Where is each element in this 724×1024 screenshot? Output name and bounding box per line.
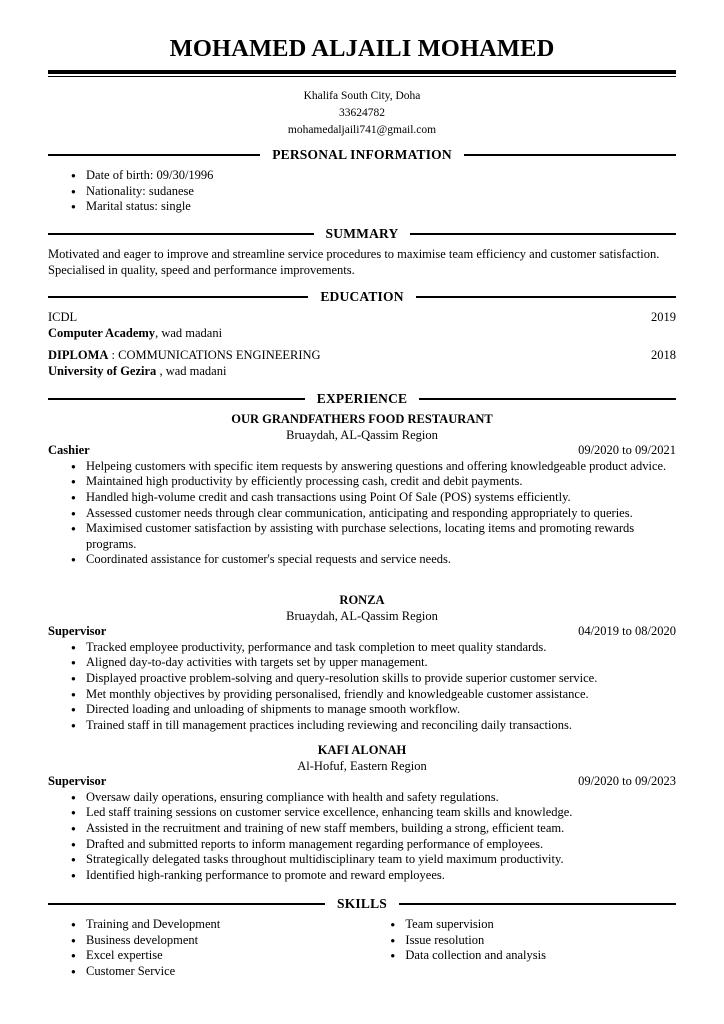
section-rule xyxy=(464,154,676,156)
section-rule xyxy=(48,398,305,400)
section-rule xyxy=(48,154,260,156)
list-item: ● Displayed proactive problem-solving and query-resolution skills to provide superior customer service. xyxy=(86,671,676,687)
experience-location: Bruaydah, AL-Qassim Region xyxy=(286,427,438,442)
experience-location: Al-Hofuf, Eastern Region xyxy=(297,758,427,773)
experience-dates: 09/2020 to 09/2023 xyxy=(578,774,676,789)
header-rule-thick xyxy=(48,70,676,74)
section-rule xyxy=(48,296,308,298)
personal-info xyxy=(48,168,676,215)
section-title: SKILLS xyxy=(337,896,387,912)
contact-phone: 33624782 xyxy=(339,107,385,119)
section-title: EXPERIENCE xyxy=(316,391,408,407)
education-institution: Computer Academy, wad madani xyxy=(48,325,223,340)
list-item: ● Drafted and submitted reports to inform management regarding performance of employees. xyxy=(86,837,676,853)
section-header-education xyxy=(48,289,676,305)
list-item: ● Assessed customer needs through clear communication, anticipating and responding appropriately to queries. xyxy=(86,506,676,522)
list-item: ● Issue resolution xyxy=(405,933,676,949)
experience-location: Bruaydah, AL-Qassim Region xyxy=(286,608,438,623)
list-item: ● Marital status: single xyxy=(86,199,676,215)
section-title: SUMMARY xyxy=(325,226,399,242)
list-item: ● Training and Development xyxy=(86,917,367,933)
experience-role: Supervisor xyxy=(48,774,107,789)
list-item: ● Customer Service xyxy=(86,964,367,980)
section-title: EDUCATION xyxy=(320,289,404,305)
section-rule xyxy=(48,233,314,235)
list-item: ● Aligned day-to-day activities with targets set by upper management. xyxy=(86,655,676,671)
skills-list xyxy=(48,917,676,979)
education-degree: DIPLOMA : COMMUNICATIONS ENGINEERING xyxy=(48,348,321,362)
section-rule xyxy=(48,903,325,905)
list-item: ● Assisted in the recruitment and training of new staff members, building a strong, efficient team. xyxy=(86,821,676,837)
education-year: 2018 xyxy=(651,348,676,362)
contact-address: Khalifa South City, Doha xyxy=(303,90,421,102)
list-item: ● Trained staff in till management practices including reviewing and reconciling daily transactions. xyxy=(86,718,676,734)
list-item: ● Oversaw daily operations, ensuring compliance with health and safety regulations. xyxy=(86,790,676,806)
education-entry xyxy=(48,348,676,379)
section-title: PERSONAL INFORMATION xyxy=(272,147,452,163)
list-item: ● Date of birth: 09/30/1996 xyxy=(86,168,676,184)
section-rule xyxy=(416,296,676,298)
section-header-skills xyxy=(48,896,676,912)
section-rule xyxy=(419,398,676,400)
experience-role: Supervisor xyxy=(48,624,107,639)
list-item: ● Data collection and analysis xyxy=(405,948,676,964)
experience-entry xyxy=(48,743,676,883)
experience-entry xyxy=(48,412,676,568)
experience-dates: 04/2019 to 08/2020 xyxy=(578,624,676,639)
experience-role: Cashier xyxy=(48,443,90,458)
list-item: ● Excel expertise xyxy=(86,948,367,964)
contact-email: mohamedaljaili741@gmail.com xyxy=(287,124,437,136)
list-item: ● Team supervision xyxy=(405,917,676,933)
list-item: ● Business development xyxy=(86,933,367,949)
section-header-summary xyxy=(48,226,676,242)
section-rule xyxy=(399,903,676,905)
experience-company: OUR GRANDFATHERS FOOD RESTAURANT xyxy=(231,412,493,426)
section-header-experience xyxy=(48,391,676,407)
list-item: ● Identified high-ranking performance to promote and reward employees. xyxy=(86,868,676,884)
list-item: ● Met monthly objectives by providing personalised, friendly and knowledgeable customer assistance. xyxy=(86,687,676,703)
list-item: ● Handled high-volume credit and cash transactions using Point Of Sale (POS) systems efficiently. xyxy=(86,490,676,506)
list-item: ● Led staff training sessions on customer service excellence, enhancing team skills and knowledge. xyxy=(86,805,676,821)
header-rule-thin xyxy=(48,76,676,77)
education-institution: University of Gezira , wad madani xyxy=(48,363,227,378)
section-rule xyxy=(410,233,676,235)
experience-company: RONZA xyxy=(339,593,385,607)
list-item: ● Coordinated assistance for customer's special requests and service needs. xyxy=(86,552,676,568)
list-item: ● Maintained high productivity by efficiently processing cash, credit and debit payments. xyxy=(86,474,676,490)
education-year: 2019 xyxy=(651,310,676,324)
summary-text: Motivated and eager to improve and streamline service procedures to maximise team efficiency and customer satisfaction. Specialised in quality, speed and performance improvements. xyxy=(48,247,660,277)
list-item: ● Helpeing customers with specific item requests by answering questions and offering knowledgeable product advice. xyxy=(86,459,676,475)
contact-block xyxy=(0,88,724,139)
education-degree: ICDL xyxy=(48,310,78,324)
list-item: ● Directed loading and unloading of shipments to manage smooth workflow. xyxy=(86,702,676,718)
experience-company: KAFI ALONAH xyxy=(317,743,407,757)
candidate-name: MOHAMED ALJAILI MOHAMED xyxy=(169,35,555,62)
skills-column-left xyxy=(48,917,367,979)
section-header-personal xyxy=(48,147,676,163)
skills-column-right xyxy=(367,917,676,979)
list-item: ● Nationality: sudanese xyxy=(86,184,676,200)
experience-dates: 09/2020 to 09/2021 xyxy=(578,443,676,458)
list-item: ● Tracked employee productivity, performance and task completion to meet quality standards. xyxy=(86,640,676,656)
list-item: ● Strategically delegated tasks throughout multidisciplinary team to yield maximum productivity. xyxy=(86,852,676,868)
education-entry xyxy=(48,310,676,341)
experience-entry xyxy=(48,593,676,733)
list-item: ● Maximised customer satisfaction by assisting with purchase selections, locating items and promoting rewards programs. xyxy=(86,521,676,552)
